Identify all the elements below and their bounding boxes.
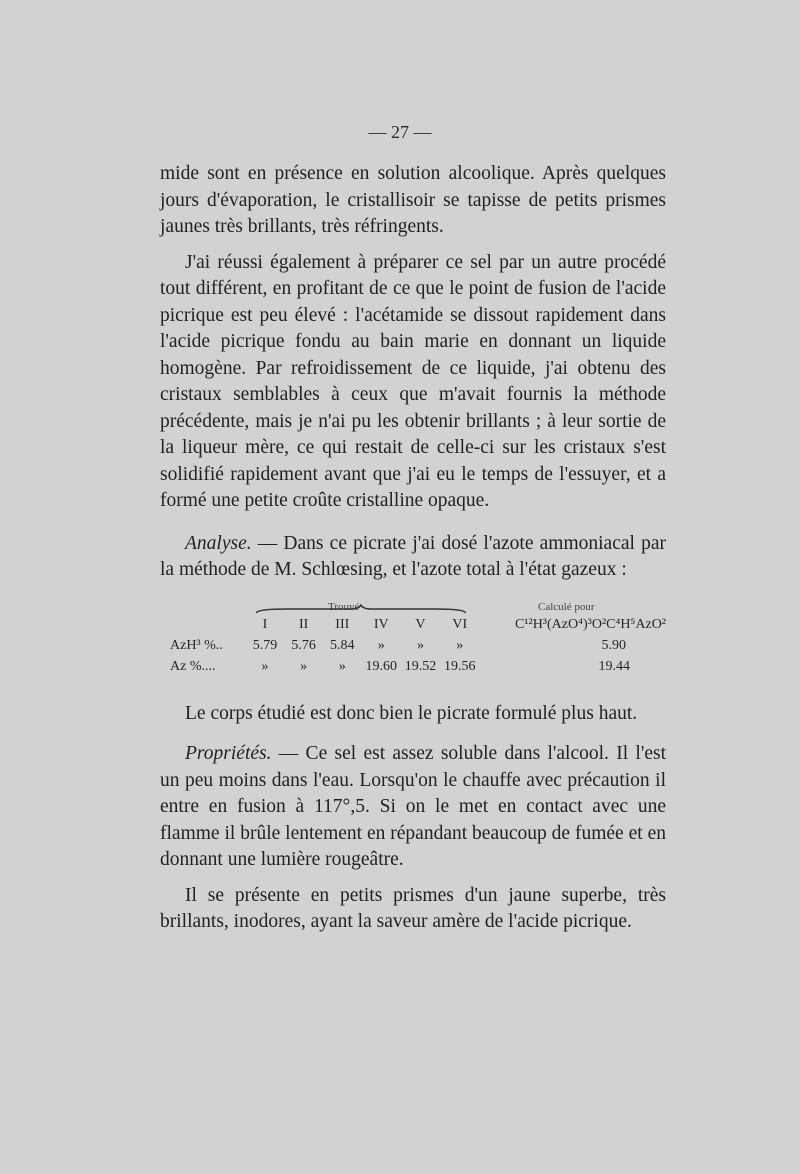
formula: C¹²H³(AzO⁴)³O²C⁴H⁵AzO² bbox=[514, 616, 666, 632]
table-row bbox=[170, 635, 666, 656]
table-cell: 19.60 bbox=[365, 658, 397, 674]
row-label: AzH³ %.. bbox=[170, 637, 223, 653]
table-row bbox=[170, 656, 666, 677]
paragraph-analyse bbox=[160, 531, 666, 584]
paragraph-1: mide sont en présence en solution alcoolique. Après quelques jours d'évaporation, le cristallisoir se tapisse de petits prismes jaunes très brillants, très réfringents. bbox=[160, 163, 666, 237]
analyse-text: — Dans ce picrate j'ai dosé l'azote ammoniacal par la méthode de M. Schlœsing, et l'azote total à l'état gazeux : bbox=[160, 532, 666, 580]
col-header: I bbox=[262, 616, 268, 632]
table-cell: 5.76 bbox=[291, 637, 316, 653]
body-text bbox=[160, 161, 666, 936]
paragraph-2: J'ai réussi également à préparer ce sel par un autre procédé tout différent, en profitant de ce que le point de fusion de l'acide picrique est peu élevé : l'acétamide se dissout rapidement dans l'acide picrique fondu au bain marie en donnant un liquide homogène. Par refroidissement de ce liquide, j'ai obtenu des cristaux semblables à ceux que m'avait fournis la méthode précédente, mais je n'ai pu les obtenir brillants ; à leur sortie de la liqueur mère, ce qui restait de celle-ci sur les cristaux s'est solidifié rapidement avant que j'ai eu le temps de l'essuyer, et a formé une petite croûte cristalline opaque. bbox=[160, 251, 666, 511]
trouve-label: Trouvé bbox=[328, 600, 360, 613]
table-cell: » bbox=[377, 637, 385, 653]
proprietes-heading: Propriétés. bbox=[185, 743, 272, 764]
calcule-label: Calculé pour bbox=[538, 600, 595, 613]
table-cell: 19.56 bbox=[443, 658, 476, 674]
table-cell: 5.84 bbox=[330, 637, 355, 653]
table-cell: » bbox=[456, 637, 464, 653]
col-header: II bbox=[298, 616, 309, 632]
conclusion: Le corps étudié est donc bien le picrate formulé plus haut. bbox=[185, 702, 638, 724]
analysis-table bbox=[170, 614, 666, 677]
table-cell-calc: 5.90 bbox=[601, 637, 626, 653]
table-cell: 19.52 bbox=[404, 658, 437, 674]
table-cell: 5.79 bbox=[252, 637, 278, 653]
paragraph-proprietes bbox=[160, 741, 666, 874]
brace-icon bbox=[256, 604, 466, 614]
col-header: IV bbox=[373, 616, 389, 632]
table-cell-calc: 19.44 bbox=[598, 658, 630, 674]
table-header-labels bbox=[160, 592, 666, 614]
page-number: — 27 — bbox=[368, 122, 432, 142]
table-cell: » bbox=[338, 658, 346, 674]
table-cell: » bbox=[300, 658, 308, 674]
table-cell: » bbox=[261, 658, 269, 674]
row-label: Az %.... bbox=[170, 658, 216, 674]
table-cell: » bbox=[416, 637, 424, 653]
col-header: V bbox=[415, 616, 426, 632]
proprietes-text: — Ce sel est assez soluble dans l'alcool. Il l'est un peu moins dans l'eau. Lorsqu'on le chauffe avec précaution il entre en fusion à 117°,5. Si on le met en contact avec une flamme il brûle lentement en répandant beaucoup de fumée et en donnant une lumière rougeâtre. bbox=[160, 743, 666, 870]
col-header: III bbox=[335, 616, 350, 632]
col-header: VI bbox=[452, 616, 468, 632]
analyse-heading: Analyse. bbox=[185, 532, 252, 554]
paragraph-last: Il se présente en petits prismes d'un jaune superbe, très brillants, inodores, ayant la saveur amère de l'acide picrique. bbox=[160, 884, 666, 932]
